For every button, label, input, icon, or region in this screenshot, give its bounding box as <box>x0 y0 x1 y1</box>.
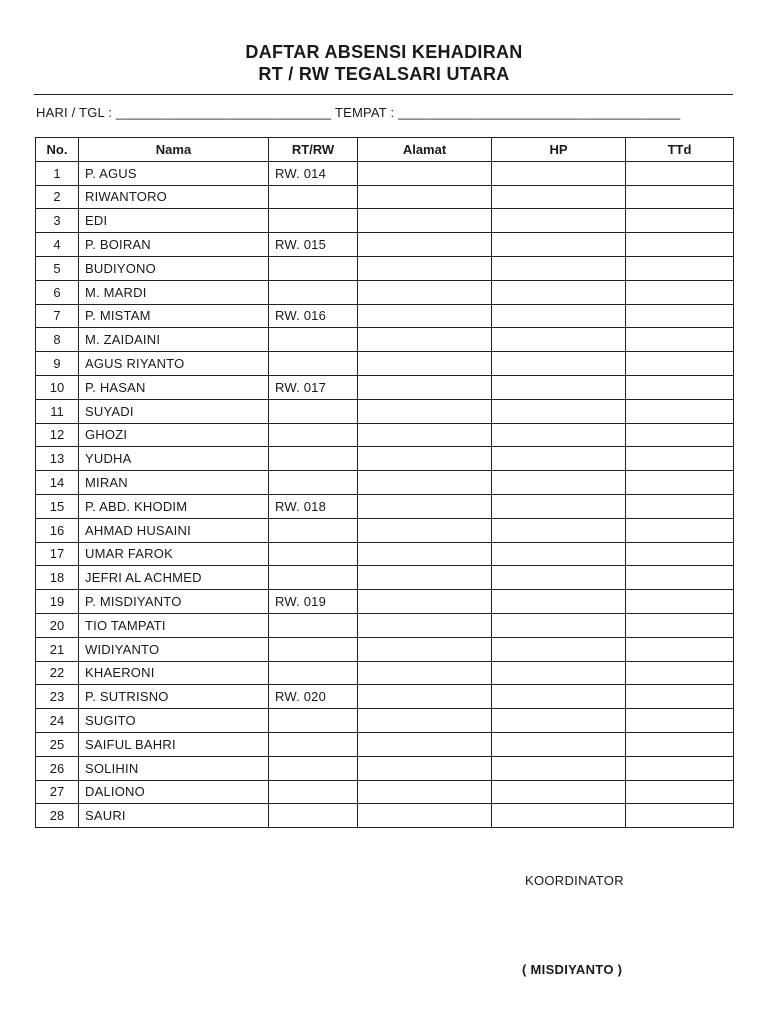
row-alamat <box>358 423 492 447</box>
row-nama: P. ABD. KHODIM <box>79 494 269 518</box>
row-hp <box>492 756 626 780</box>
table-row <box>36 423 734 447</box>
row-nama: MIRAN <box>79 471 269 495</box>
row-ttd <box>626 494 734 518</box>
document-title: DAFTAR ABSENSI KEHADIRAN <box>245 42 523 62</box>
row-ttd <box>626 280 734 304</box>
row-hp <box>492 780 626 804</box>
row-rtrw <box>269 352 358 376</box>
row-number: 22 <box>36 661 79 685</box>
row-number: 4 <box>36 233 79 257</box>
document-subtitle: RT / RW TEGALSARI UTARA <box>258 64 510 84</box>
column-header-hp: HP <box>492 138 626 162</box>
table-row <box>36 161 734 185</box>
row-hp <box>492 328 626 352</box>
row-number: 20 <box>36 613 79 637</box>
row-ttd <box>626 161 734 185</box>
row-rtrw <box>269 256 358 280</box>
row-nama: BUDIYONO <box>79 256 269 280</box>
row-ttd <box>626 566 734 590</box>
row-alamat <box>358 399 492 423</box>
row-alamat <box>358 804 492 828</box>
column-header-nama: Nama <box>79 138 269 162</box>
table-row <box>36 280 734 304</box>
column-header-ttd: TTd <box>626 138 734 162</box>
row-rtrw: RW. 019 <box>269 590 358 614</box>
row-rtrw: RW. 015 <box>269 233 358 257</box>
row-nama: P. MISDIYANTO <box>79 590 269 614</box>
row-number: 8 <box>36 328 79 352</box>
row-nama: SOLIHIN <box>79 756 269 780</box>
row-alamat <box>358 542 492 566</box>
row-rtrw <box>269 780 358 804</box>
row-nama: JEFRI AL ACHMED <box>79 566 269 590</box>
row-rtrw <box>269 280 358 304</box>
table-row <box>36 352 734 376</box>
row-number: 21 <box>36 637 79 661</box>
row-nama: P. SUTRISNO <box>79 685 269 709</box>
row-hp <box>492 566 626 590</box>
row-alamat <box>358 780 492 804</box>
table-row <box>36 447 734 471</box>
row-ttd <box>626 613 734 637</box>
row-alamat <box>358 518 492 542</box>
row-ttd <box>626 732 734 756</box>
row-ttd <box>626 637 734 661</box>
row-nama: P. MISTAM <box>79 304 269 328</box>
row-number: 1 <box>36 161 79 185</box>
table-row <box>36 613 734 637</box>
row-hp <box>492 709 626 733</box>
row-rtrw <box>269 732 358 756</box>
row-number: 7 <box>36 304 79 328</box>
row-alamat <box>358 471 492 495</box>
row-ttd <box>626 352 734 376</box>
row-rtrw <box>269 423 358 447</box>
row-ttd <box>626 209 734 233</box>
table-row <box>36 471 734 495</box>
row-rtrw <box>269 613 358 637</box>
row-alamat <box>358 613 492 637</box>
row-number: 6 <box>36 280 79 304</box>
row-hp <box>492 399 626 423</box>
table-row <box>36 399 734 423</box>
row-alamat <box>358 233 492 257</box>
row-ttd <box>626 709 734 733</box>
table-row <box>36 304 734 328</box>
coordinator-name: ( MISDIYANTO ) <box>522 962 623 977</box>
row-nama: DALIONO <box>79 780 269 804</box>
row-alamat <box>358 637 492 661</box>
row-alamat <box>358 661 492 685</box>
row-nama: M. ZAIDAINI <box>79 328 269 352</box>
coordinator-label: KOORDINATOR <box>525 873 624 888</box>
row-nama: UMAR FAROK <box>79 542 269 566</box>
row-alamat <box>358 375 492 399</box>
row-rtrw <box>269 709 358 733</box>
row-number: 11 <box>36 399 79 423</box>
row-rtrw <box>269 518 358 542</box>
row-hp <box>492 613 626 637</box>
table-row <box>36 756 734 780</box>
row-rtrw <box>269 209 358 233</box>
column-header-no: No. <box>36 138 79 162</box>
row-ttd <box>626 471 734 495</box>
row-rtrw: RW. 018 <box>269 494 358 518</box>
row-number: 18 <box>36 566 79 590</box>
row-alamat <box>358 256 492 280</box>
row-alamat <box>358 185 492 209</box>
row-ttd <box>626 375 734 399</box>
row-nama: P. HASAN <box>79 375 269 399</box>
row-hp <box>492 185 626 209</box>
row-nama: GHOZI <box>79 423 269 447</box>
row-nama: AGUS RIYANTO <box>79 352 269 376</box>
row-hp <box>492 685 626 709</box>
row-hp <box>492 542 626 566</box>
row-rtrw <box>269 185 358 209</box>
table-row <box>36 328 734 352</box>
row-rtrw: RW. 017 <box>269 375 358 399</box>
row-alamat <box>358 709 492 733</box>
row-rtrw <box>269 542 358 566</box>
table-row <box>36 542 734 566</box>
row-rtrw <box>269 447 358 471</box>
row-alamat <box>358 685 492 709</box>
row-nama: SUYADI <box>79 399 269 423</box>
table-row <box>36 518 734 542</box>
table-row <box>36 185 734 209</box>
row-ttd <box>626 447 734 471</box>
row-hp <box>492 637 626 661</box>
row-hp <box>492 447 626 471</box>
column-header-rtrw: RT/RW <box>269 138 358 162</box>
row-nama: RIWANTORO <box>79 185 269 209</box>
table-row <box>36 256 734 280</box>
row-ttd <box>626 685 734 709</box>
row-number: 5 <box>36 256 79 280</box>
row-ttd <box>626 542 734 566</box>
row-hp <box>492 256 626 280</box>
row-hp <box>492 233 626 257</box>
row-ttd <box>626 256 734 280</box>
row-nama: M. MARDI <box>79 280 269 304</box>
attendance-table <box>35 137 734 828</box>
row-rtrw <box>269 661 358 685</box>
row-nama: YUDHA <box>79 447 269 471</box>
column-header-alamat: Alamat <box>358 138 492 162</box>
row-number: 23 <box>36 685 79 709</box>
table-row <box>36 375 734 399</box>
row-hp <box>492 471 626 495</box>
row-alamat <box>358 494 492 518</box>
row-hp <box>492 352 626 376</box>
table-row <box>36 590 734 614</box>
row-number: 26 <box>36 756 79 780</box>
row-alamat <box>358 328 492 352</box>
row-alamat <box>358 280 492 304</box>
row-number: 13 <box>36 447 79 471</box>
row-number: 15 <box>36 494 79 518</box>
header-divider <box>34 94 733 95</box>
row-number: 27 <box>36 780 79 804</box>
row-nama: P. BOIRAN <box>79 233 269 257</box>
date-place-line: HARI / TGL : _____________________________ TEMPAT : ______________________________________ <box>36 105 681 120</box>
row-hp <box>492 661 626 685</box>
row-nama: TIO TAMPATI <box>79 613 269 637</box>
row-ttd <box>626 780 734 804</box>
row-ttd <box>626 328 734 352</box>
row-nama: WIDIYANTO <box>79 637 269 661</box>
row-rtrw <box>269 804 358 828</box>
table-row <box>36 494 734 518</box>
row-hp <box>492 518 626 542</box>
row-nama: P. AGUS <box>79 161 269 185</box>
row-number: 10 <box>36 375 79 399</box>
row-nama: KHAERONI <box>79 661 269 685</box>
row-rtrw <box>269 756 358 780</box>
row-alamat <box>358 447 492 471</box>
row-rtrw <box>269 566 358 590</box>
table-header-row <box>36 138 734 162</box>
row-ttd <box>626 399 734 423</box>
row-number: 19 <box>36 590 79 614</box>
row-alamat <box>358 566 492 590</box>
row-hp <box>492 161 626 185</box>
row-ttd <box>626 304 734 328</box>
row-number: 16 <box>36 518 79 542</box>
row-rtrw <box>269 637 358 661</box>
table-row <box>36 804 734 828</box>
row-ttd <box>626 185 734 209</box>
table-row <box>36 709 734 733</box>
table-row <box>36 685 734 709</box>
row-alamat <box>358 732 492 756</box>
row-alamat <box>358 756 492 780</box>
table-row <box>36 566 734 590</box>
row-number: 25 <box>36 732 79 756</box>
row-number: 17 <box>36 542 79 566</box>
row-number: 24 <box>36 709 79 733</box>
row-hp <box>492 280 626 304</box>
row-hp <box>492 375 626 399</box>
row-number: 9 <box>36 352 79 376</box>
row-rtrw <box>269 328 358 352</box>
row-rtrw: RW. 020 <box>269 685 358 709</box>
table-row <box>36 233 734 257</box>
row-ttd <box>626 423 734 447</box>
row-number: 28 <box>36 804 79 828</box>
row-hp <box>492 423 626 447</box>
table-row <box>36 209 734 233</box>
row-ttd <box>626 661 734 685</box>
row-ttd <box>626 233 734 257</box>
row-ttd <box>626 756 734 780</box>
row-alamat <box>358 590 492 614</box>
row-hp <box>492 804 626 828</box>
row-ttd <box>626 590 734 614</box>
row-alamat <box>358 304 492 328</box>
row-number: 12 <box>36 423 79 447</box>
row-number: 2 <box>36 185 79 209</box>
row-hp <box>492 590 626 614</box>
row-hp <box>492 209 626 233</box>
table-row <box>36 732 734 756</box>
row-hp <box>492 304 626 328</box>
row-hp <box>492 732 626 756</box>
row-hp <box>492 494 626 518</box>
row-rtrw <box>269 471 358 495</box>
row-nama: SAURI <box>79 804 269 828</box>
row-rtrw <box>269 399 358 423</box>
row-alamat <box>358 209 492 233</box>
row-alamat <box>358 161 492 185</box>
row-number: 14 <box>36 471 79 495</box>
row-nama: EDI <box>79 209 269 233</box>
table-row <box>36 661 734 685</box>
table-row <box>36 780 734 804</box>
row-alamat <box>358 352 492 376</box>
row-rtrw: RW. 016 <box>269 304 358 328</box>
row-ttd <box>626 804 734 828</box>
row-nama: AHMAD HUSAINI <box>79 518 269 542</box>
row-ttd <box>626 518 734 542</box>
table-row <box>36 637 734 661</box>
row-number: 3 <box>36 209 79 233</box>
row-nama: SAIFUL BAHRI <box>79 732 269 756</box>
row-nama: SUGITO <box>79 709 269 733</box>
row-rtrw: RW. 014 <box>269 161 358 185</box>
